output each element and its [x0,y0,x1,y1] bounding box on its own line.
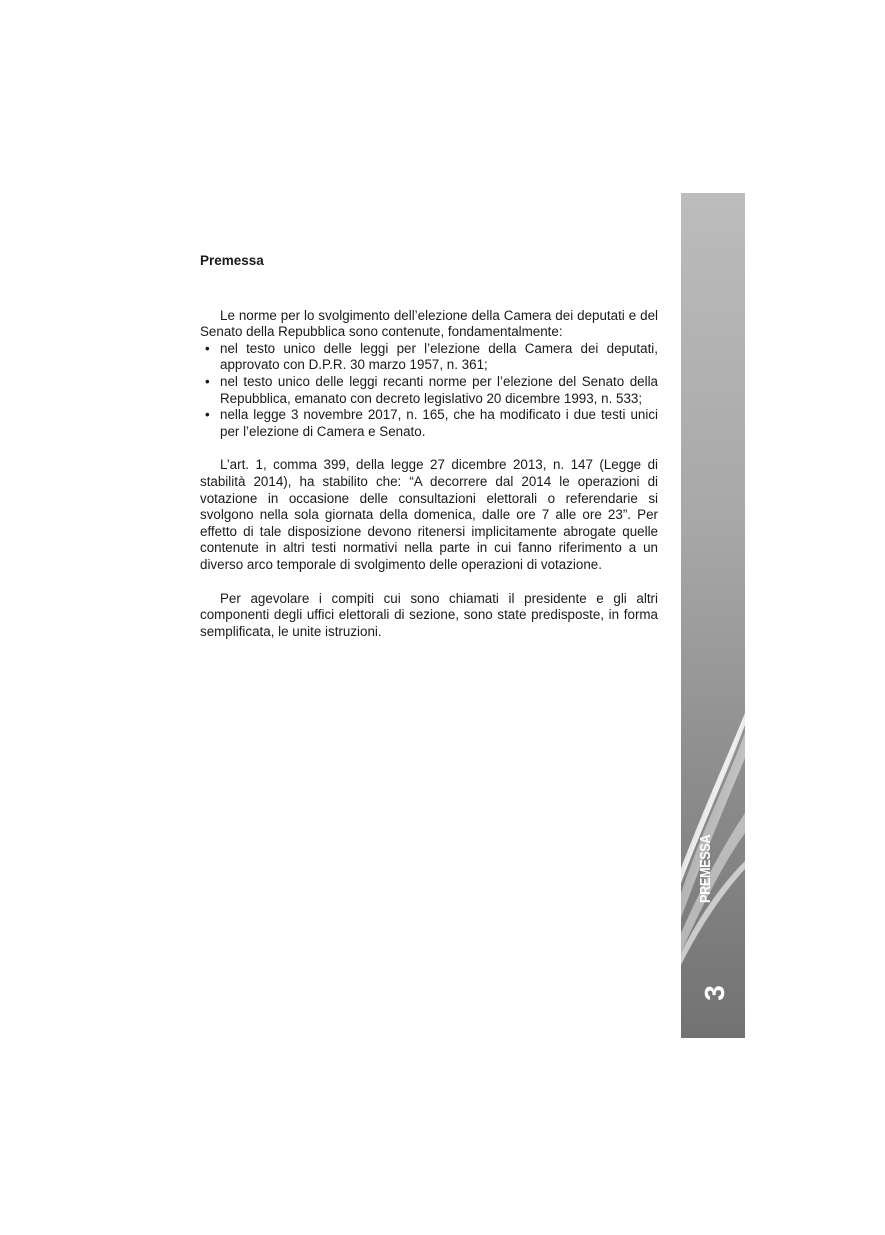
list-item-text: nel testo unico delle leggi recanti norme per l’elezione del Senato della Repubblica, emanato con decreto legislativo 20 dicembre 1993, n. 533; [220,373,658,406]
intro-paragraph: Le norme per lo svolgimento dell’elezione della Camera dei deputati e del Senato della Repubblica sono contenute, fondamentalmente: [200,307,658,340]
main-content [200,253,658,640]
side-tab-label-wrapper [697,834,717,903]
law-list [200,341,658,441]
side-tab-label: PREMESSA [697,834,714,903]
list-item [200,407,658,440]
law-paragraph: L’art. 1, comma 399, della legge 27 dicembre 2013, n. 147 (Legge di stabilità 2014), ha stabilito che: “A decorrere dal 2014 le operazioni di votazione in occasione delle consultazioni elettorali o referendarie si svolgono nella sola giornata della domenica, dalle ore 7 alle ore 23”. Per effetto di tale disposizione devono ritenersi implicitamente abrogate quelle contenute in altri testi normativi nella parte in cui fanno riferimento a un diverso arco temporale di svolgimento delle operazioni di votazione. [200,457,658,572]
page-number: 3 [699,985,730,1001]
bullet-icon: • [205,373,210,389]
section-side-tab [681,193,745,1038]
bullet-icon: • [205,407,210,423]
list-item-text: nel testo unico delle leggi per l’elezione della Camera dei deputati, approvato con D.P.R. 30 marzo 1957, n. 361; [220,340,658,373]
swoosh-decoration [681,193,745,1038]
closing-paragraph: Per agevolare i compiti cui sono chiamati il presidente e gli altri componenti degli uffici elettorali di sezione, sono state predisposte, in forma semplificata, le unite istruzioni. [200,590,658,639]
page-heading: Premessa [200,253,264,268]
list-item-text: nella legge 3 novembre 2017, n. 165, che ha modificato i due testi unici per l’elezione di Camera e Senato. [220,407,658,439]
list-item [200,341,658,374]
bullet-icon: • [205,340,210,356]
list-item [200,374,658,407]
